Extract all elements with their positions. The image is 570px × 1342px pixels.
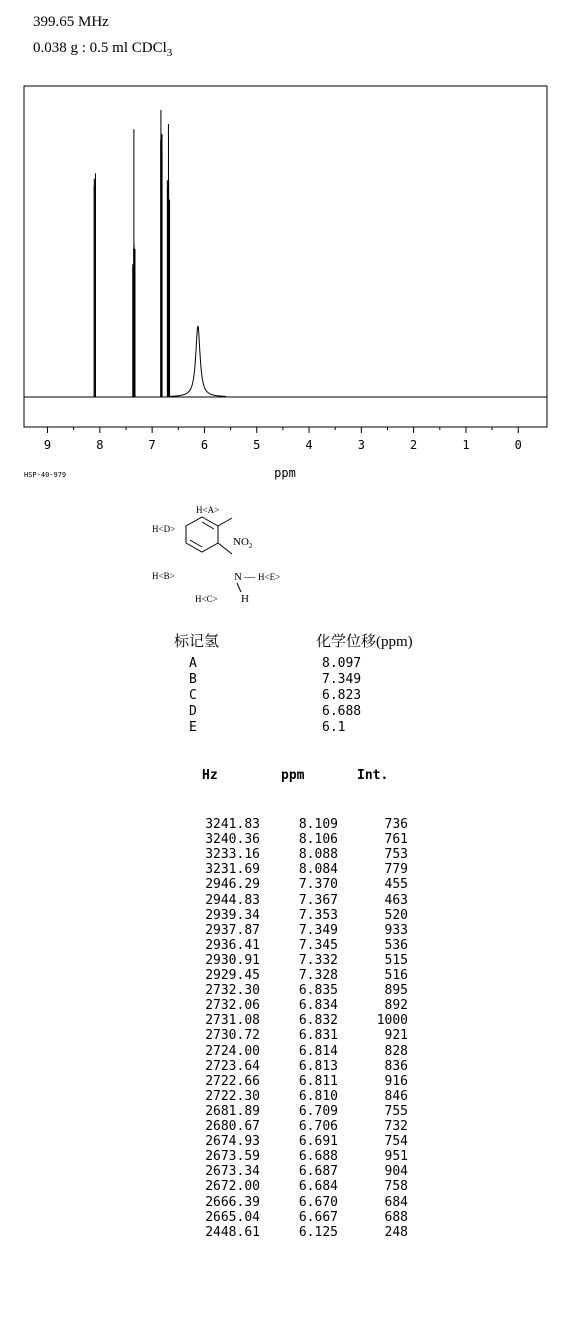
peak-ppm: 7.353 [298, 907, 338, 923]
peak-int: 463 [384, 892, 408, 908]
peak-int: 892 [384, 998, 408, 1014]
peak-ppm: 6.834 [298, 998, 338, 1014]
label-dash: — [244, 571, 255, 583]
peak-hz: 3233.16 [205, 847, 260, 863]
peak-hz: 3240.36 [205, 832, 260, 848]
molecule-structure [140, 498, 320, 610]
x-tick-label: 5 [253, 438, 261, 452]
peak-ppm: 7.332 [298, 952, 338, 968]
peak-ppm: 8.106 [298, 832, 338, 848]
peak-row [0, 1089, 570, 1104]
x-tick-label: 6 [200, 438, 209, 452]
peak-hz: 2666.39 [205, 1194, 260, 1210]
peak-hz: 2731.08 [205, 1013, 260, 1029]
no2-text: NO [233, 536, 249, 548]
spectrum-peaks [94, 110, 169, 397]
peak-ppm: 8.109 [298, 817, 338, 832]
peak-int: 836 [384, 1058, 408, 1074]
label-n: N [234, 571, 242, 583]
x-tick-label: 3 [357, 438, 365, 452]
peak-row [0, 1074, 570, 1089]
peak-hz: 2930.91 [205, 952, 260, 968]
peak-ppm: 6.684 [298, 1179, 338, 1195]
spectrometer-frequency: 399.65 MHz [33, 14, 109, 30]
shift-label: A [189, 656, 197, 671]
peak-ppm: 7.370 [298, 877, 338, 893]
x-axis-label: ppm [274, 466, 296, 480]
peak-ppm: 7.349 [298, 922, 338, 938]
peak-ppm: 6.810 [298, 1088, 338, 1104]
peak-int: 758 [384, 1179, 408, 1195]
peak-hz: 3231.69 [205, 862, 260, 878]
x-tick-label: 1 [462, 438, 470, 452]
shift-value: 8.097 [322, 656, 362, 671]
peak-hz: 2674.93 [205, 1134, 260, 1150]
peak-row [0, 1013, 570, 1028]
peak-ppm: 6.691 [298, 1134, 338, 1150]
sample-subscript: 3 [166, 47, 173, 59]
x-axis-ticks [44, 427, 522, 452]
x-tick-label: 0 [514, 438, 522, 452]
peak-ppm: 7.328 [298, 968, 338, 983]
peak-hz: 2723.64 [205, 1058, 260, 1074]
shift-row [0, 704, 570, 720]
shift-label: D [189, 704, 197, 719]
peak-hz: 2937.87 [205, 922, 260, 938]
shift-col-label: 标记氢 [174, 634, 220, 650]
label-ha: H<A> [196, 505, 220, 515]
x-tick-label: 7 [148, 438, 156, 452]
peak-hz: 2722.30 [205, 1088, 260, 1104]
peak-row [0, 1225, 570, 1240]
peak-int: 951 [384, 1149, 408, 1165]
spectrum-code: HSP-40-979 [24, 471, 67, 479]
peak-int: 753 [384, 847, 408, 863]
shift-col-ppm: 化学位移(ppm) [316, 634, 413, 650]
sample-text: 0.038 g : 0.5 ml CDCl [33, 40, 167, 56]
shift-row [0, 720, 570, 736]
peak-ppm: 6.832 [298, 1013, 338, 1029]
peak-row [0, 1059, 570, 1074]
peak-int: 846 [384, 1088, 408, 1104]
peak-col-hz: Hz [202, 768, 218, 783]
peak-col-ppm: ppm [281, 768, 305, 783]
shift-value: 7.349 [322, 672, 362, 687]
peak-row [0, 832, 570, 847]
shift-row [0, 656, 570, 672]
peak-row [0, 817, 570, 832]
x-tick-label: 8 [96, 438, 104, 452]
peak-hz: 2946.29 [205, 877, 260, 893]
peak-row [0, 998, 570, 1013]
peak-ppm: 6.670 [298, 1194, 338, 1210]
peak-row [0, 1179, 570, 1194]
label-he: H<E> [258, 572, 281, 582]
peak-ppm: 6.831 [298, 1028, 338, 1044]
peak-row [0, 1044, 570, 1059]
peak-ppm: 6.687 [298, 1164, 338, 1180]
peak-row [0, 1134, 570, 1149]
x-tick-label: 4 [305, 438, 313, 452]
peak-row [0, 968, 570, 983]
label-hc: H<C> [195, 594, 218, 604]
peak-int: 933 [384, 922, 408, 938]
peak-int: 732 [384, 1119, 408, 1134]
peak-ppm: 6.709 [298, 1103, 338, 1119]
peak-int: 536 [384, 937, 408, 953]
broad-nh-peak [170, 326, 226, 397]
peak-int: 895 [384, 983, 408, 999]
peak-ppm: 6.667 [298, 1209, 338, 1225]
peak-hz: 2724.00 [205, 1043, 260, 1059]
peak-row [0, 1028, 570, 1043]
peak-ppm: 6.688 [298, 1149, 338, 1165]
no2-subscript: 2 [248, 542, 253, 550]
peak-int: 516 [384, 968, 408, 983]
nh-bond [237, 583, 241, 592]
peak-row [0, 1149, 570, 1164]
peak-int: 455 [384, 877, 408, 893]
label-hb: H<B> [152, 571, 175, 581]
peak-hz: 2732.30 [205, 983, 260, 999]
peak-row [0, 847, 570, 862]
peak-row [0, 953, 570, 968]
shift-row [0, 688, 570, 704]
peak-int: 520 [384, 907, 408, 923]
peak-ppm: 6.835 [298, 983, 338, 999]
plot-frame [24, 86, 547, 427]
peak-hz: 2944.83 [205, 892, 260, 908]
peak-int: 916 [384, 1073, 408, 1089]
peak-ppm: 6.813 [298, 1058, 338, 1074]
peak-row [0, 877, 570, 892]
peak-hz: 2939.34 [205, 907, 260, 923]
x-tick-label: 9 [43, 438, 52, 452]
peak-ppm: 7.367 [298, 892, 338, 908]
label-hd: H<D> [152, 524, 176, 534]
peak-int: 754 [384, 1134, 408, 1150]
peak-int: 904 [384, 1164, 408, 1180]
peak-row [0, 923, 570, 938]
peak-int: 1000 [376, 1013, 408, 1029]
peak-hz: 2448.61 [205, 1224, 260, 1240]
peak-ppm: 6.125 [298, 1224, 338, 1240]
shift-label: C [189, 688, 197, 703]
peak-ppm: 8.084 [298, 862, 338, 878]
label-h: H [241, 593, 249, 605]
shift-row [0, 672, 570, 688]
peak-row [0, 1104, 570, 1119]
peak-hz: 2673.59 [205, 1149, 260, 1165]
peak-row [0, 1164, 570, 1179]
peak-ppm: 6.814 [298, 1043, 338, 1059]
nmr-spectrum-chart [0, 0, 570, 500]
peak-int: 684 [384, 1194, 408, 1210]
peak-hz: 2680.67 [205, 1119, 260, 1134]
peak-ppm: 7.345 [298, 937, 338, 953]
peak-int: 688 [384, 1209, 408, 1225]
shift-label: B [189, 672, 197, 687]
peak-int: 755 [384, 1103, 408, 1119]
peak-col-int: Int. [357, 768, 389, 783]
peak-int: 736 [384, 817, 408, 832]
peak-hz: 2936.41 [205, 937, 260, 953]
peak-int: 828 [384, 1043, 408, 1059]
shift-label: E [189, 720, 197, 735]
peak-hz: 2929.45 [205, 968, 260, 983]
peak-row [0, 908, 570, 923]
x-tick-label: 2 [410, 438, 418, 452]
peak-hz: 2730.72 [205, 1028, 260, 1044]
peak-int: 761 [384, 832, 408, 848]
peak-hz: 2665.04 [205, 1209, 260, 1225]
peak-row [0, 938, 570, 953]
shift-value: 6.1 [322, 720, 346, 735]
peak-hz: 2681.89 [205, 1103, 260, 1119]
peak-hz: 2672.00 [205, 1179, 260, 1195]
peak-ppm: 6.811 [298, 1073, 338, 1089]
peak-hz: 2732.06 [205, 998, 260, 1014]
peak-row [0, 893, 570, 908]
peak-int: 248 [384, 1224, 408, 1240]
peak-hz: 2722.66 [205, 1073, 260, 1089]
peak-ppm: 8.088 [298, 847, 338, 863]
shift-value: 6.688 [322, 704, 362, 719]
peak-row [0, 1119, 570, 1134]
peak-int: 779 [384, 862, 408, 878]
peak-int: 515 [384, 952, 408, 968]
peak-hz: 3241.83 [205, 817, 260, 832]
peak-int: 921 [384, 1028, 408, 1044]
peak-ppm: 6.706 [298, 1119, 338, 1134]
peak-row [0, 862, 570, 877]
peak-hz: 2673.34 [205, 1164, 260, 1180]
shift-value: 6.823 [322, 688, 362, 703]
label-no2 [233, 536, 253, 550]
peak-row [0, 1210, 570, 1225]
peak-row [0, 983, 570, 998]
peak-row [0, 1195, 570, 1210]
benzene-ring [186, 517, 232, 554]
